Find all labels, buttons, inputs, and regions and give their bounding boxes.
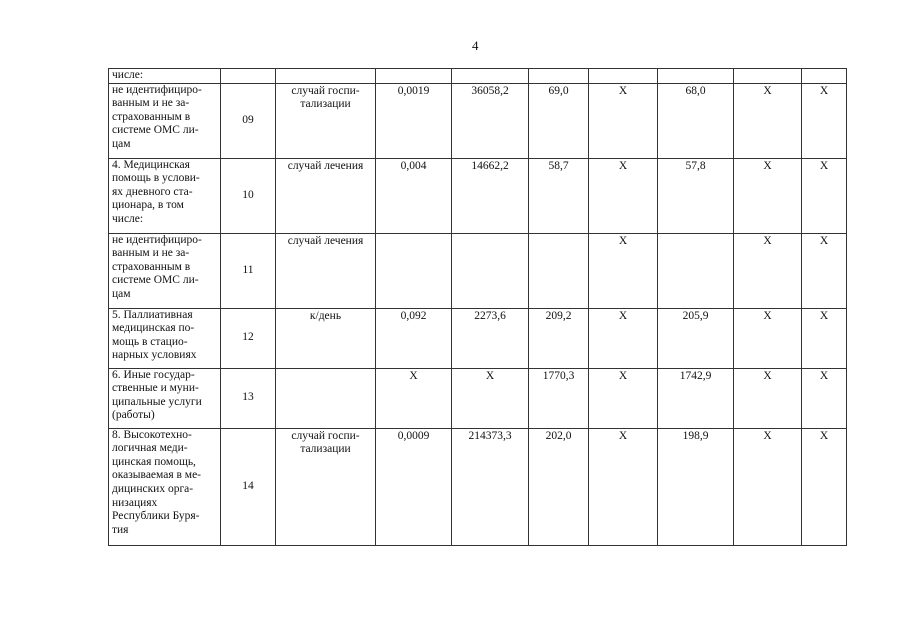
cell-unit (276, 428, 376, 545)
table-row (109, 83, 847, 158)
cell-value-4-text: Х (618, 429, 628, 442)
table-row (109, 428, 847, 545)
cell-value-3-text: 69,0 (548, 84, 569, 97)
cell-row-number (221, 428, 276, 545)
cell-value-6 (734, 69, 802, 84)
cell-value-4-text: Х (618, 84, 628, 97)
table-body (109, 69, 847, 546)
cell-indicator-name-text: 5. Паллиативная медицинская по- мощь в стацио- нарных условиях (112, 308, 197, 362)
cell-row-number-text: 10 (242, 188, 254, 201)
table-row (109, 368, 847, 428)
cell-value-6-text: Х (763, 159, 772, 172)
cell-value-3-text: 58,7 (548, 159, 569, 172)
cell-value-4 (589, 368, 658, 428)
cell-value-3 (529, 83, 589, 158)
cell-value-4-text: Х (618, 159, 628, 172)
cell-row-number-text: 13 (242, 391, 254, 404)
table-row (109, 69, 847, 84)
cell-value-4-text: Х (618, 234, 628, 247)
cell-row-number-text: 14 (242, 479, 254, 492)
cell-value-6-text: Х (763, 369, 772, 382)
cell-value-3 (529, 233, 589, 308)
cell-indicator-name (109, 368, 221, 428)
cell-value-6-text: Х (763, 84, 772, 97)
cell-value-6 (734, 428, 802, 545)
cell-value-4 (589, 233, 658, 308)
cell-row-number (221, 233, 276, 308)
cell-value-3-text: 209,2 (545, 309, 572, 322)
cell-value-5 (658, 428, 734, 545)
cell-value-6 (734, 368, 802, 428)
cell-value-3 (529, 69, 589, 84)
cell-value-7-text: Х (819, 84, 829, 97)
cell-unit-text: случай лечения (287, 234, 364, 247)
table-row (109, 233, 847, 308)
cell-unit-text: случай госпи- тализации (291, 429, 360, 456)
cell-value-7-text: Х (819, 369, 829, 382)
cell-cost (452, 308, 529, 368)
cell-value-6-text: Х (763, 309, 772, 322)
table-row (109, 158, 847, 233)
cell-unit (276, 83, 376, 158)
cell-value-3-text: 1770,3 (542, 369, 575, 382)
cell-row-number-text: 11 (242, 263, 254, 276)
cell-value-4 (589, 83, 658, 158)
cell-volume-text: 0,004 (400, 159, 427, 172)
cell-unit-text: к/день (309, 309, 342, 322)
cell-value-7 (802, 83, 847, 158)
cell-row-number (221, 158, 276, 233)
cell-value-7 (802, 233, 847, 308)
cell-unit-text: случай госпи- тализации (291, 84, 360, 111)
cell-row-number (221, 308, 276, 368)
cell-value-6 (734, 308, 802, 368)
cell-value-5 (658, 233, 734, 308)
cell-indicator-name-text: не идентифициро- ванным и не за- страхованным в системе ОМС ли- цам (112, 83, 202, 150)
cell-row-number-text: 12 (242, 331, 254, 344)
cell-value-7 (802, 308, 847, 368)
cell-unit (276, 69, 376, 84)
cell-indicator-name-text: 4. Медицинская помощь в услови- ях дневного ста- ционара, в том числе: (112, 158, 200, 225)
cell-value-7 (802, 368, 847, 428)
cell-value-5-text: 57,8 (685, 159, 706, 172)
cell-value-3 (529, 158, 589, 233)
cell-cost (452, 428, 529, 545)
cell-indicator-name (109, 158, 221, 233)
cell-cost-text: 2273,6 (474, 309, 506, 322)
cell-value-6 (734, 83, 802, 158)
cell-volume-text: 0,0019 (397, 84, 430, 97)
cell-value-4 (589, 158, 658, 233)
cell-volume-text: 0,092 (400, 309, 427, 322)
cell-value-7 (802, 158, 847, 233)
cell-volume (376, 368, 452, 428)
cell-value-3-text: 202,0 (545, 429, 572, 442)
cell-value-6 (734, 233, 802, 308)
cell-indicator-name-text: 6. Иные государ- ственные и муни- ципальные услуги (работы) (112, 368, 202, 422)
cell-unit-text: случай лечения (287, 159, 364, 172)
cell-value-5 (658, 83, 734, 158)
cell-value-5 (658, 308, 734, 368)
cell-indicator-name-text: числе: (112, 69, 144, 81)
cell-volume (376, 233, 452, 308)
cell-indicator-name (109, 428, 221, 545)
cell-volume (376, 83, 452, 158)
cell-value-6-text: Х (763, 234, 772, 247)
cell-value-7-text: Х (819, 429, 829, 442)
cell-value-5-text: 198,9 (682, 429, 709, 442)
cell-value-5-text: 205,9 (682, 309, 709, 322)
cell-row-number (221, 368, 276, 428)
cell-value-4 (589, 69, 658, 84)
page-number: 4 (472, 38, 479, 53)
cell-value-7-text: Х (819, 159, 829, 172)
cell-indicator-name (109, 233, 221, 308)
cell-value-6-text: Х (763, 429, 772, 442)
cell-value-4 (589, 308, 658, 368)
cell-volume (376, 158, 452, 233)
cell-unit (276, 233, 376, 308)
cell-value-4 (589, 428, 658, 545)
cell-cost (452, 69, 529, 84)
cell-indicator-name (109, 83, 221, 158)
cell-cost-text: Х (485, 369, 495, 382)
cell-volume (376, 69, 452, 84)
cell-row-number-text: 09 (242, 113, 254, 126)
cell-indicator-name-text: не идентифициро- ванным и не за- страхованным в системе ОМС ли- цам (112, 233, 202, 300)
cell-value-4-text: Х (618, 309, 628, 322)
cell-indicator-name (109, 308, 221, 368)
cell-value-7-text: Х (819, 309, 829, 322)
cell-unit (276, 308, 376, 368)
cell-unit (276, 368, 376, 428)
cell-cost (452, 158, 529, 233)
cell-value-5 (658, 368, 734, 428)
cell-value-4-text: Х (618, 369, 628, 382)
cell-indicator-name-text: 8. Высокотехно- логичная меди- цинская помощь, оказываемая в ме- дицинских орга- низациях Республики Буря- тия (112, 428, 202, 536)
cell-unit (276, 158, 376, 233)
cell-cost (452, 83, 529, 158)
cell-value-5-text: 68,0 (685, 84, 706, 97)
cell-cost-text: 14662,2 (471, 159, 509, 172)
cell-volume-text: Х (409, 369, 418, 382)
cell-cost-text: 214373,3 (468, 429, 512, 442)
data-table (108, 68, 847, 546)
cell-value-7 (802, 69, 847, 84)
cell-value-6 (734, 158, 802, 233)
cell-row-number (221, 83, 276, 158)
cell-value-3 (529, 308, 589, 368)
cell-volume-text: 0,0009 (397, 429, 430, 442)
cell-volume (376, 308, 452, 368)
cell-value-5-text: 1742,9 (679, 369, 712, 382)
cell-volume (376, 428, 452, 545)
cell-cost (452, 233, 529, 308)
cell-value-3 (529, 428, 589, 545)
table-row (109, 308, 847, 368)
cell-value-5 (658, 69, 734, 84)
cell-cost-text: 36058,2 (471, 84, 509, 97)
cell-value-5 (658, 158, 734, 233)
cell-value-7 (802, 428, 847, 545)
cell-value-3 (529, 368, 589, 428)
cell-value-7-text: Х (819, 234, 829, 247)
cell-indicator-name (109, 69, 221, 84)
cell-cost (452, 368, 529, 428)
cell-row-number (221, 69, 276, 84)
